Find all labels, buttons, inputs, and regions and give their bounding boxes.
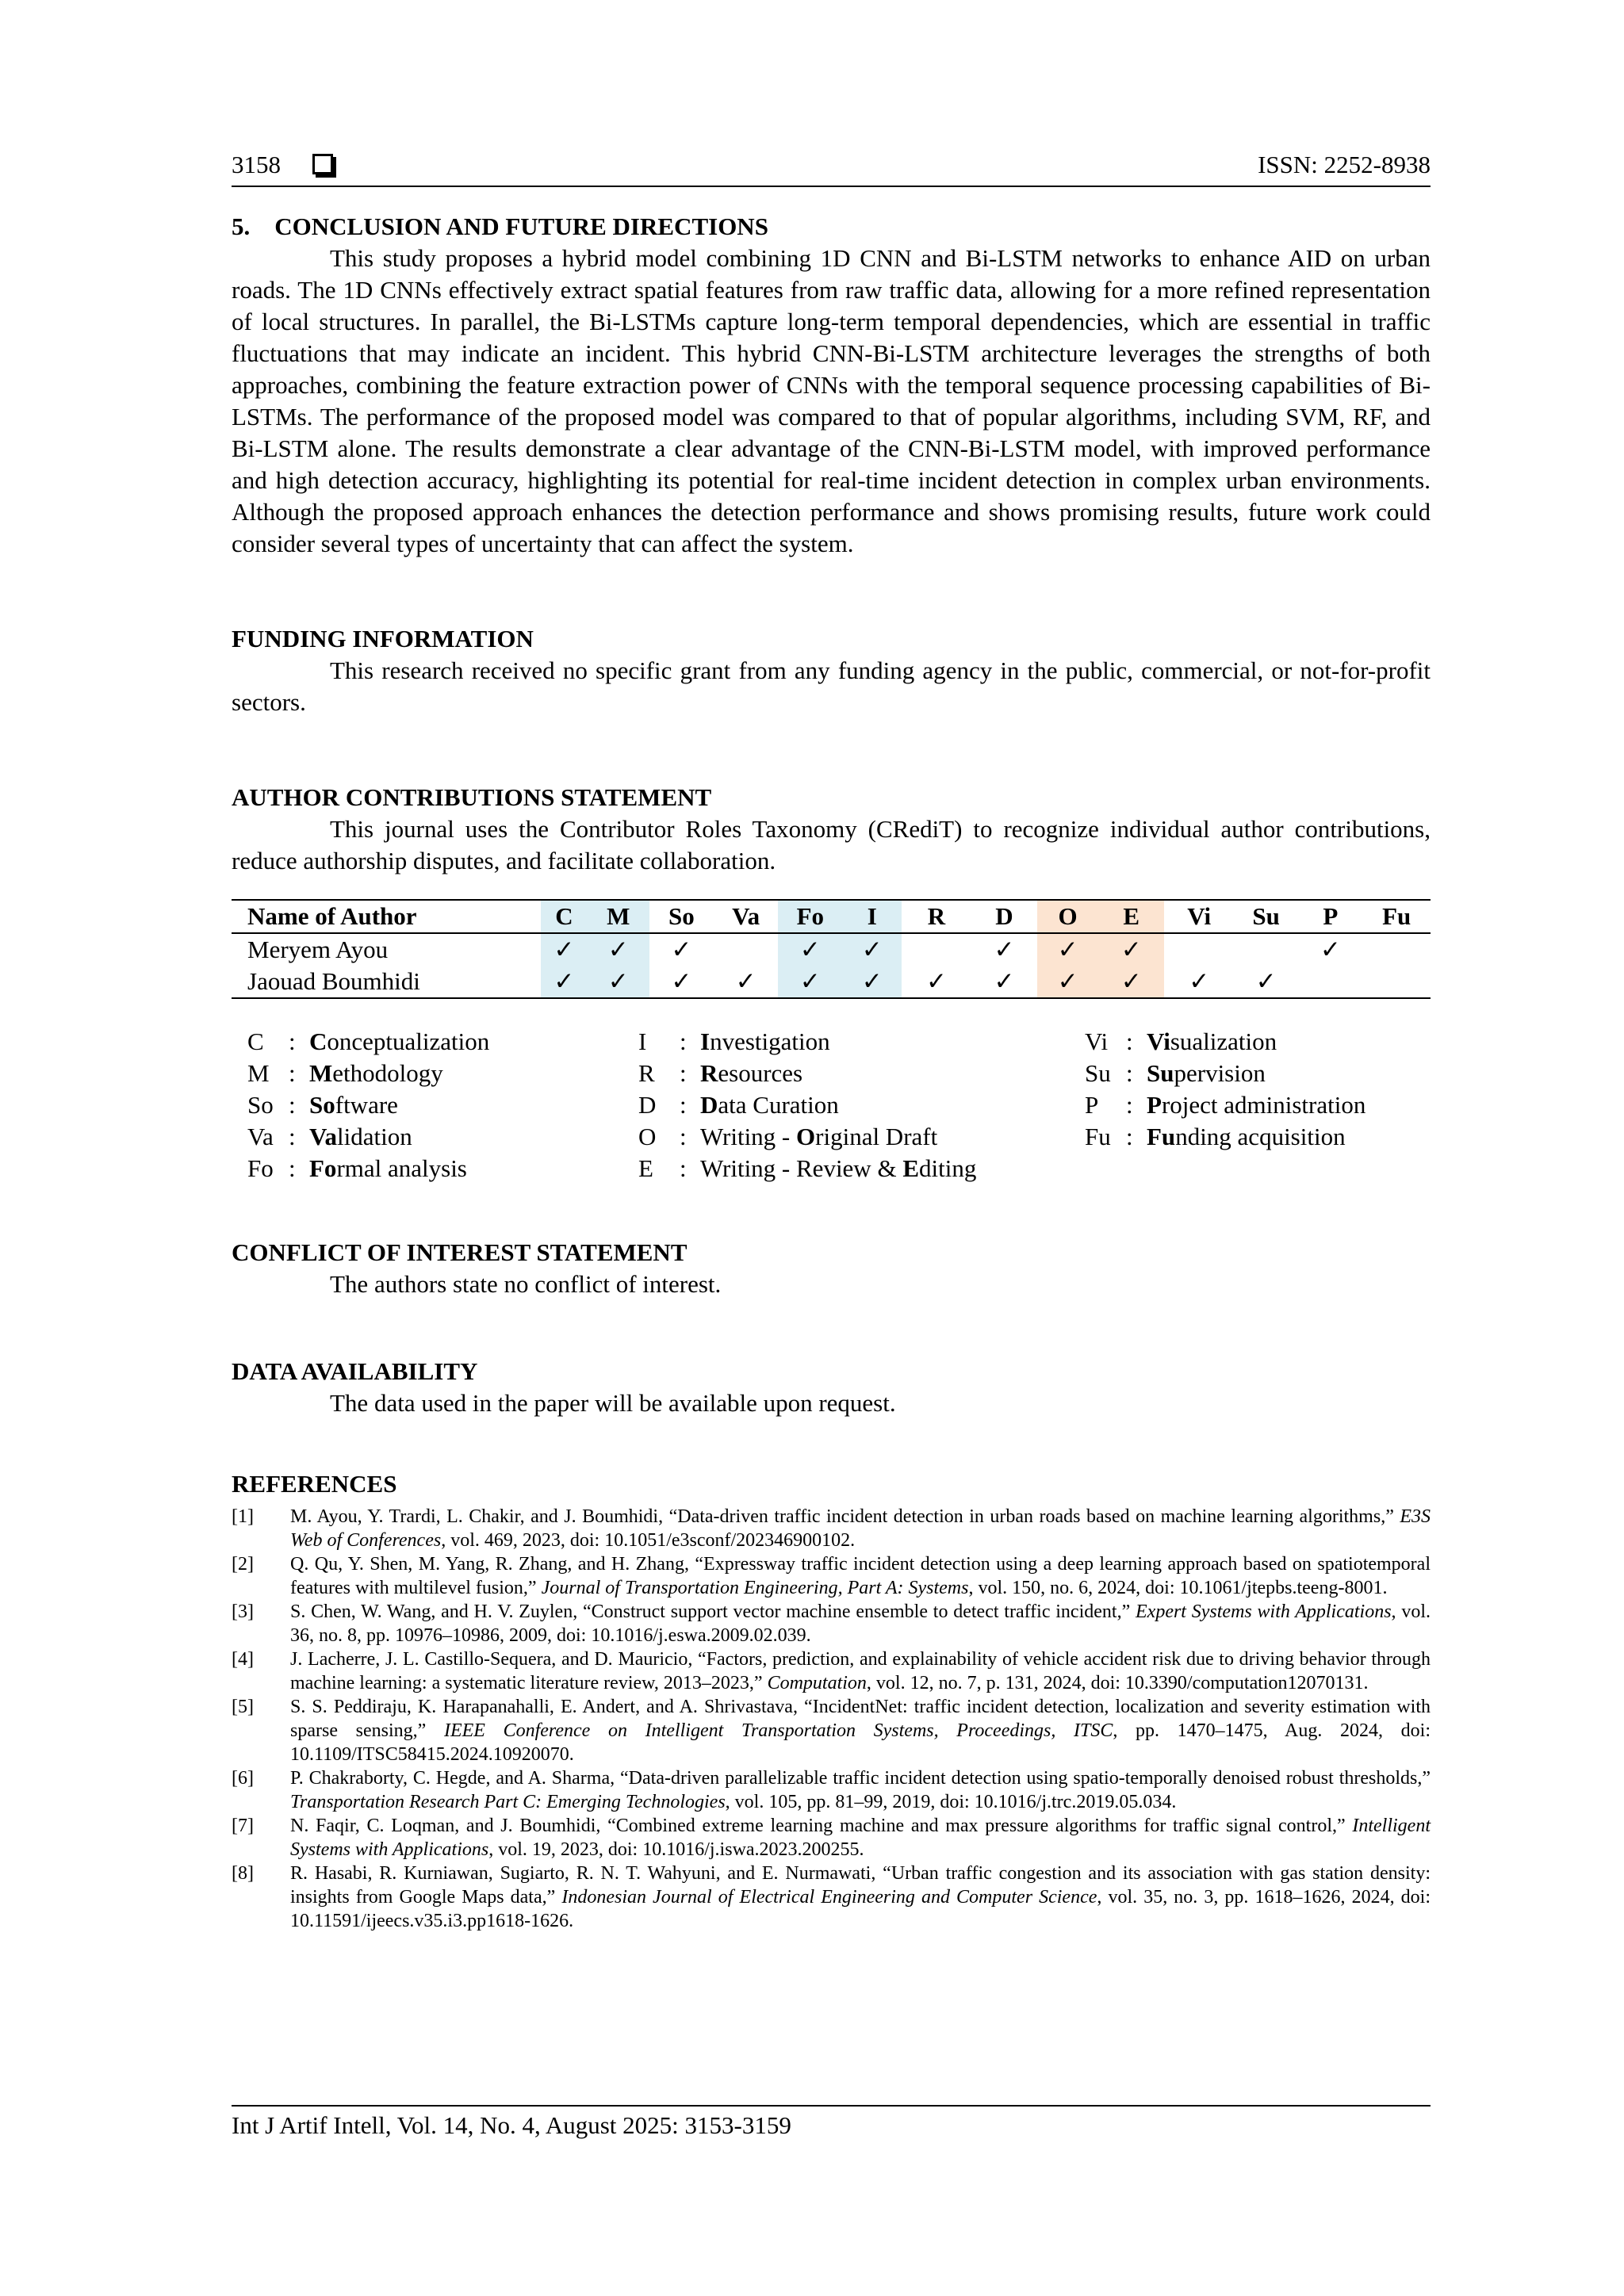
check-mark-icon: ✓ (541, 933, 588, 966)
conclusion-section (232, 211, 1431, 560)
conflict-section (232, 1237, 1431, 1300)
legend-code: E (638, 1154, 653, 1182)
check-mark-icon: ✓ (994, 967, 1015, 995)
legend-entry: Vi : Visualization (1085, 1026, 1365, 1058)
role-column-vi: Vi (1187, 902, 1212, 930)
role-column-so: So (668, 902, 695, 930)
reference-number: [2] (232, 1554, 254, 1575)
credit-legend (232, 1026, 1431, 1184)
references-section (232, 1468, 1431, 1933)
data-availability-text: The data used in the paper will be available upon request. (330, 1389, 896, 1417)
legend-code: P (1085, 1091, 1099, 1119)
check-mark-icon: ✓ (778, 966, 842, 998)
role-column-c: C (541, 900, 588, 933)
reference-list (232, 1505, 1431, 1933)
reference-number: [8] (232, 1863, 254, 1884)
legend-column (232, 1026, 638, 1184)
reference-item (232, 1552, 1431, 1600)
check-mark-icon: ✓ (1037, 933, 1098, 966)
check-mark-icon: ✓ (671, 967, 692, 995)
check-mark-icon: ✓ (1320, 936, 1341, 963)
references-heading: REFERENCES (232, 1470, 397, 1498)
funding-heading: FUNDING INFORMATION (232, 625, 534, 652)
legend-entry: So : Software (247, 1089, 638, 1121)
reference-item (232, 1505, 1431, 1552)
author-row (232, 933, 1431, 966)
reference-item (232, 1647, 1431, 1695)
reference-text: N. Faqir, C. Loqman, and J. Boumhidi, “Combined extreme learning machine and max pressure algorithms for traffic signal control,” Intelligent Systems with Applications, vol. 19, 2023, doi: 10.1016/j.iswa.2023.200255. (290, 1816, 1431, 1860)
legend-description: Data Curation (700, 1091, 839, 1119)
legend-entry: D : Data Curation (638, 1089, 1085, 1121)
check-mark-icon: ✓ (1255, 967, 1277, 995)
journal-citation: Int J Artif Intell, Vol. 14, No. 4, August 2025: 3153-3159 (232, 2111, 791, 2139)
reference-item (232, 1766, 1431, 1814)
legend-column (1085, 1026, 1365, 1184)
legend-code: Vi (1085, 1027, 1109, 1055)
role-column-i: I (842, 900, 902, 933)
reference-text: M. Ayou, Y. Trardi, L. Chakir, and J. Boumhidi, “Data-driven traffic incident detection in urban roads based on machine learning algorithms,” E3S Web of Conferences, vol. 469, 2023, doi: 10.1051/e3sconf/202346900102. (290, 1506, 1431, 1551)
conflict-text: The authors state no conflict of interest. (330, 1270, 722, 1298)
conclusion-text: This study proposes a hybrid model combining 1D CNN and Bi-LSTM networks to enhance AID on urban roads. The 1D CNNs effectively extract spatial features from raw traffic data, allowing for a more refined representation of local structures. In parallel, the Bi-LSTMs capture long-term temporal dependencies, which are essential in traffic fluctuations that may indicate an incident. This hybrid CNN-Bi-LSTM architecture leverages the strengths of both approaches, combining the feature extraction power of CNNs with the temporal sequence processing capabilities of Bi-LSTMs. The performance of the proposed model was compared to that of popular algorithms, including SVM, RF, and Bi-LSTM alone. The results demonstrate a clear advantage of the CNN-Bi-LSTM model, with improved performance and high detection accuracy, highlighting its potential for real-time incident detection in complex urban environments. Although the proposed approach enhances the detection performance and shows promising results, future work could consider several types of uncertainty that can affect the system. (232, 244, 1431, 557)
legend-code: C (247, 1027, 264, 1055)
reference-item (232, 1600, 1431, 1647)
legend-entry: C : Conceptualization (247, 1026, 638, 1058)
role-column-o: O (1037, 900, 1098, 933)
reference-number: [6] (232, 1768, 254, 1789)
data-availability-section (232, 1356, 1431, 1419)
reference-text: Q. Qu, Y. Shen, M. Yang, R. Zhang, and H. Zhang, “Expressway traffic incident detection using a deep learning approach based on spatiotemporal features with multilevel fusion,” Journal of Transportation Engineering, Part A: Systems, vol. 150, no. 6, 2024, doi: 10.1061/jtepbs.teeng-8001. (290, 1554, 1431, 1598)
contributions-text: This journal uses the Contributor Roles Taxonomy (CRediT) to recognize individual author contributions, reduce authorship disputes, and facilitate collaboration. (232, 815, 1431, 874)
check-mark-icon: ✓ (1037, 966, 1098, 998)
page-number: 3158 (232, 151, 281, 178)
reference-text: R. Hasabi, R. Kurniawan, Sugiarto, R. N. T. Wahyuni, and E. Nurmawati, “Urban traffic congestion and its association with gas station density: insights from Google Maps data,” Indonesian Journal of Electrical Engineering and Computer Science, vol. 35, no. 3, pp. 1618–1626, 2024, doi: 10.11591/ijeecs.v35.i3.pp1618-1626. (290, 1863, 1431, 1931)
legend-code: I (638, 1027, 647, 1055)
conflict-heading: CONFLICT OF INTEREST STATEMENT (232, 1238, 688, 1266)
legend-code: Va (247, 1123, 274, 1150)
page-footer (232, 2105, 1431, 2140)
issn: ISSN: 2252-8938 (1258, 151, 1431, 178)
legend-description: Writing - Review & Editing (700, 1154, 977, 1182)
legend-code: M (247, 1059, 270, 1087)
contributions-heading: AUTHOR CONTRIBUTIONS STATEMENT (232, 783, 712, 811)
check-mark-icon: ✓ (778, 933, 842, 966)
legend-description: Visualization (1147, 1027, 1277, 1055)
funding-text: This research received no specific grant from any funding agency in the public, commercial, or not-for-profit sectors. (232, 656, 1431, 716)
reference-item (232, 1814, 1431, 1862)
legend-code: Su (1085, 1059, 1111, 1087)
check-mark-icon: ✓ (588, 966, 649, 998)
legend-code: O (638, 1123, 657, 1150)
legend-entry: M : Methodology (247, 1058, 638, 1089)
check-mark-icon: ✓ (588, 933, 649, 966)
legend-code: Fu (1085, 1123, 1111, 1150)
reference-number: [1] (232, 1506, 254, 1527)
empty-cell (1234, 933, 1298, 966)
legend-description: Methodology (309, 1059, 443, 1087)
legend-description: Conceptualization (309, 1027, 490, 1055)
legend-entry: Va : Validation (247, 1121, 638, 1153)
empty-cell (714, 933, 778, 966)
author-row (232, 966, 1431, 998)
reference-number: [5] (232, 1697, 254, 1717)
funding-section (232, 623, 1431, 718)
legend-description: Funding acquisition (1147, 1123, 1346, 1150)
legend-entry: I : Investigation (638, 1026, 1085, 1058)
reference-number: [3] (232, 1601, 254, 1622)
legend-description: Supervision (1147, 1059, 1266, 1087)
role-column-p: P (1323, 902, 1339, 930)
reference-text: S. Chen, W. Wang, and H. V. Zuylen, “Construct support vector machine ensemble to detect traffic incident,” Expert Systems with Applications, vol. 36, no. 8, pp. 10976–10986, 2009, doi: 10.1016/j.eswa.2009.02.039. (290, 1601, 1431, 1646)
check-mark-icon: ✓ (842, 966, 902, 998)
role-column-fo: Fo (778, 900, 842, 933)
check-mark-icon: ✓ (735, 967, 756, 995)
role-column-va: Va (732, 902, 760, 930)
reference-number: [7] (232, 1816, 254, 1836)
check-mark-icon: ✓ (671, 936, 692, 963)
legend-description: Validation (309, 1123, 412, 1150)
legend-description: Investigation (700, 1027, 830, 1055)
reference-text: P. Chakraborty, C. Hegde, and A. Sharma, “Data-driven parallelizable traffic incident detection using spatio-temporally denoised robust thresholds,” Transportation Research Part C: Emerging Technologies, vol. 105, pp. 81–99, 2019, doi: 10.1016/j.trc.2019.05.034. (290, 1768, 1431, 1812)
square-bullet-icon (312, 154, 333, 174)
legend-code: Fo (247, 1154, 274, 1182)
page-header (232, 151, 1431, 187)
empty-cell (1362, 966, 1431, 998)
name-of-author-header: Name of Author (247, 902, 417, 930)
reference-number: [4] (232, 1649, 254, 1670)
credit-table-header (232, 900, 1431, 933)
contributions-section (232, 782, 1431, 1184)
check-mark-icon: ✓ (926, 967, 947, 995)
legend-entry: P : Project administration (1085, 1089, 1365, 1121)
legend-column (638, 1026, 1085, 1184)
role-column-m: M (588, 900, 649, 933)
legend-code: So (247, 1091, 274, 1119)
legend-code: D (638, 1091, 657, 1119)
author-name: Meryem Ayou (247, 936, 389, 963)
legend-description: Project administration (1147, 1091, 1366, 1119)
credit-table-body (232, 933, 1431, 998)
check-mark-icon: ✓ (1189, 967, 1210, 995)
role-column-d: D (995, 902, 1013, 930)
empty-cell (1298, 966, 1362, 998)
conclusion-heading: 5. CONCLUSION AND FUTURE DIRECTIONS (232, 212, 768, 240)
role-column-su: Su (1252, 902, 1280, 930)
legend-entry: Fu : Funding acquisition (1085, 1121, 1365, 1153)
page-body (232, 151, 1431, 1933)
reference-text: J. Lacherre, J. L. Castillo-Sequera, and D. Mauricio, “Factors, prediction, and explainability of vehicle accident risk due to driving behavior through machine learning: a systematic literature review, 2013–2023,” Computation, vol. 12, no. 7, p. 131, 2024, doi: 10.3390/computation12070131. (290, 1649, 1431, 1693)
reference-item (232, 1862, 1431, 1933)
empty-cell (1164, 933, 1234, 966)
legend-entry: Fo : Formal analysis (247, 1153, 638, 1184)
credit-table (232, 899, 1431, 999)
legend-entry: E : Writing - Review & Editing (638, 1153, 1085, 1184)
check-mark-icon: ✓ (541, 966, 588, 998)
legend-description: Formal analysis (309, 1154, 467, 1182)
empty-cell (1362, 933, 1431, 966)
legend-description: Software (309, 1091, 398, 1119)
check-mark-icon: ✓ (1098, 966, 1164, 998)
data-availability-heading: DATA AVAILABILITY (232, 1357, 478, 1385)
check-mark-icon: ✓ (1098, 933, 1164, 966)
role-column-e: E (1098, 900, 1164, 933)
legend-description: Resources (700, 1059, 803, 1087)
legend-code: R (638, 1059, 655, 1087)
legend-entry: R : Resources (638, 1058, 1085, 1089)
role-column-r: R (927, 902, 946, 930)
role-column-fu: Fu (1382, 902, 1411, 930)
legend-entry: Su : Supervision (1085, 1058, 1365, 1089)
author-name: Jaouad Boumhidi (247, 967, 420, 995)
reference-item (232, 1695, 1431, 1766)
check-mark-icon: ✓ (842, 933, 902, 966)
legend-description: Writing - Original Draft (700, 1123, 938, 1150)
reference-text: S. S. Peddiraju, K. Harapanahalli, E. Andert, and A. Shrivastava, “IncidentNet: traffic incident detection, localization and severity estimation with sparse sensing,” IEEE Conference on Intelligent Transportation Systems, Proceedings, ITSC, pp. 1470–1475, Aug. 2024, doi: 10.1109/ITSC58415.2024.10920070. (290, 1697, 1431, 1765)
check-mark-icon: ✓ (994, 936, 1015, 963)
empty-cell (902, 933, 971, 966)
legend-entry: O : Writing - Original Draft (638, 1121, 1085, 1153)
